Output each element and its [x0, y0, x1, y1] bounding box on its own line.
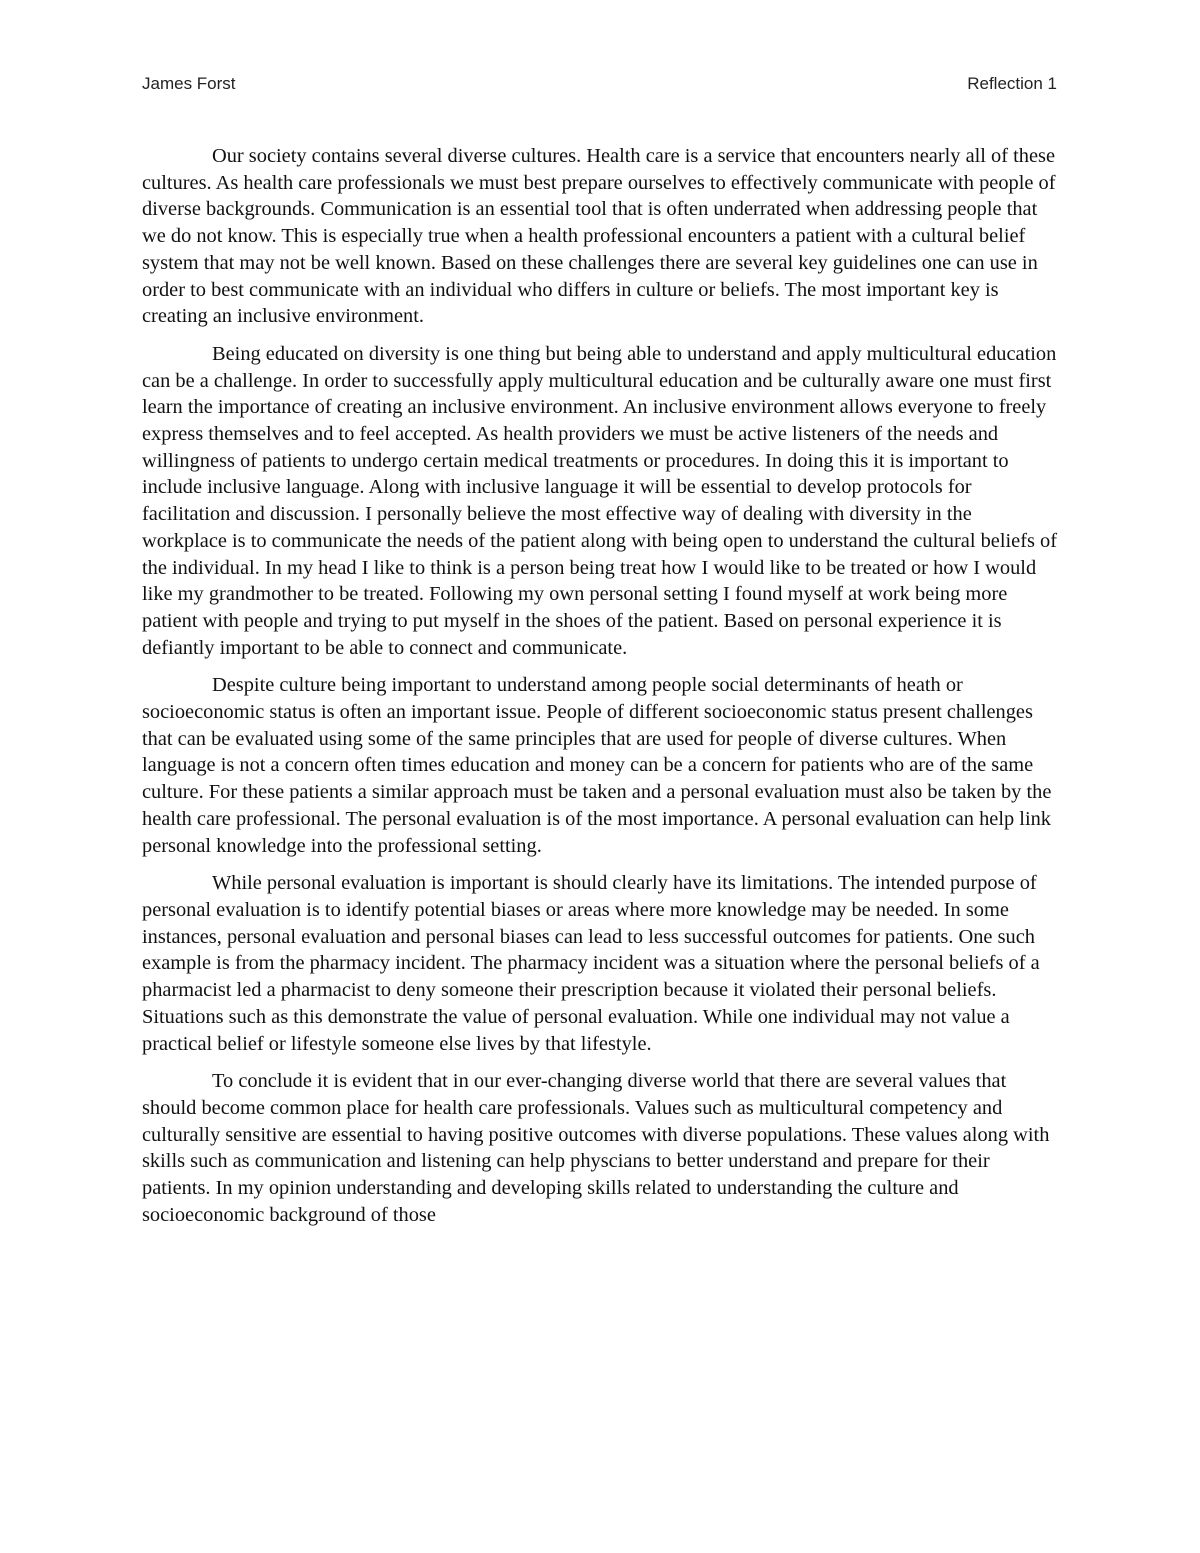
- paragraph-3: Despite culture being important to understand among people social determinants of heath or socioeconomic status is often an important issue. People of different socioeconomic status present challenges that can be evaluated using some of the same principles that are used for people of diverse cultures. When language is not a concern often times education and money can be a concern for patients who are of the same culture. For these patients a similar approach must be taken and a personal evaluation must also be taken by the health care professional. The personal evaluation is of the most importance. A personal evaluation can help link personal knowledge into the professional setting.: [142, 674, 1052, 857]
- running-header: [142, 74, 1057, 98]
- paragraph-2: Being educated on diversity is one thing but being able to understand and apply multicultural education can be a challenge. In order to successfully apply multicultural education and be culturally aware one must first learn the importance of creating an inclusive environment. An inclusive environment allows everyone to freely express themselves and to feel accepted. As health providers we must be active listeners of the needs and willingness of patients to undergo certain medical treatments or procedures. In doing this it is important to include inclusive language. Along with inclusive language it will be essential to develop protocols for facilitation and discussion. I personally believe the most effective way of dealing with diversity in the workplace is to communicate the needs of the patient along with being open to understand the cultural beliefs of the individual. In my head I like to think is a person being treat how I would like to be treated or how I would like my grandmother to be treated. Following my own personal setting I found myself at work being more patient with people and trying to put myself in the shoes of the patient. Based on personal experience it is defiantly important to be able to connect and communicate.: [142, 342, 1058, 659]
- paragraph-5: To conclude it is evident that in our ever-changing diverse world that there are several values that should become common place for health care professionals. Values such as multicultural competency and culturally sensitive are essential to having positive outcomes with diverse populations. These values along with skills such as communication and listening can help physcians to better understand and prepare for their patients. In my opinion understanding and developing skills related to understanding the culture and socioeconomic background of those: [142, 1070, 1050, 1226]
- paragraph-4: While personal evaluation is important is should clearly have its limitations. The intended purpose of personal evaluation is to identify potential biases or areas where more knowledge may be needed. In some instances, personal evaluation and personal biases can lead to less successful outcomes for patients. One such example is from the pharmacy incident. The pharmacy incident was a situation where the personal beliefs of a pharmacist led a pharmacist to deny someone their prescription because it violated their personal beliefs. Situations such as this demonstrate the value of personal evaluation. While one individual may not value a practical belief or lifestyle someone else lives by that lifestyle.: [142, 872, 1040, 1055]
- document-body: [142, 143, 1058, 1239]
- header-title: Reflection 1: [967, 74, 1057, 93]
- header-author: James Forst: [142, 74, 236, 93]
- paragraph-1: Our society contains several diverse cultures. Health care is a service that encounters nearly all of these cultures. As health care professionals we must best prepare ourselves to effectively communicate with people of diverse backgrounds. Communication is an essential tool that is often underrated when addressing people that we do not know. This is especially true when a health professional encounters a patient with a cultural belief system that may not be well known. Based on these challenges there are several key guidelines one can use in order to best communicate with an individual who differs in culture or beliefs. The most important key is creating an inclusive environment.: [142, 145, 1056, 328]
